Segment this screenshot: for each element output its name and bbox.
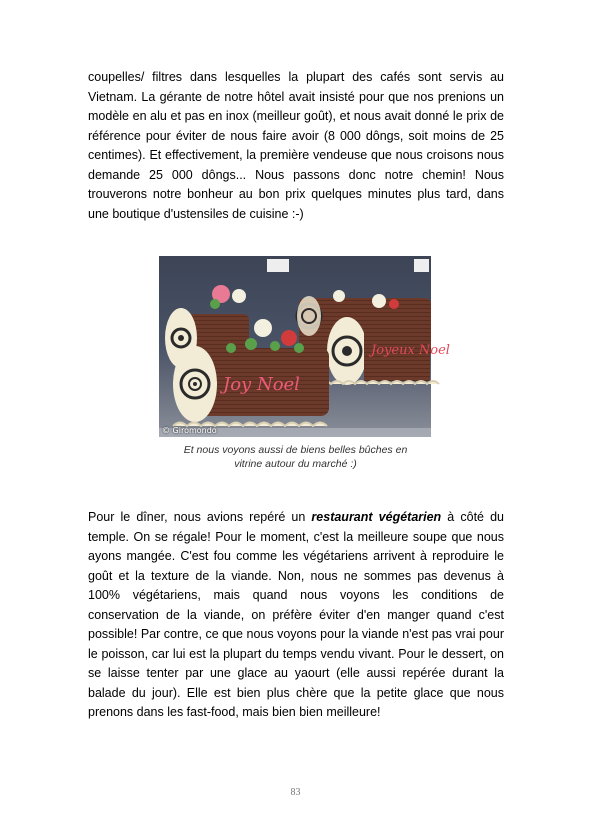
cake-lettering-back: Joyeux Noel xyxy=(371,343,450,358)
figure-caption xyxy=(150,443,441,471)
photo-watermark: © Giromondo xyxy=(162,426,217,435)
caption-line-1: Et nous voyons aussi de biens belles bûches en xyxy=(183,444,408,456)
paragraph-market xyxy=(88,68,504,224)
restaurant-emphasis: restaurant végétarien xyxy=(311,510,442,524)
photo-illustration xyxy=(159,256,450,437)
paragraph-dinner xyxy=(88,508,504,723)
paragraph-dinner-text-start: Pour le dîner, nous avions repéré un xyxy=(88,510,312,524)
photo-yule-logs xyxy=(159,256,450,437)
cake-lettering-front: Joy Noel xyxy=(223,374,300,395)
paragraph-dinner-text-end: à côté du temple. On se régale! Pour le moment, c'est la meilleure soupe que nous ayons mangée. C'est fou comme les végétariens arrivent à reproduire le goût et la texture de la viande. Non, nous ne sommes pas devenus à 100% végétariens, mais quand nous voyons les conditions de conservation de la viande, on préfère éviter d'en manger quand c'est possible! Par contre, ce que nous voyons pour la viande n'est pas vrai pour le poisson, car lui est la plupart du temps vendu vivant. Pour le dessert, on se laisse tenter par une glace au yaourt (elle aussi repérée durant la balade du jour). Elle est bien plus chère que la petite glace que nous prenons dans les fast-food, mais bien bien meilleure! xyxy=(88,510,505,719)
caption-line-2: vitrine autour du marché :) xyxy=(234,458,357,470)
paragraph-market-text: coupelles/ filtres dans lesquelles la plupart des cafés sont servis au Vietnam. La gérante de notre hôtel avait insisté pour que nos prenions un modèle en alu et pas en inox (meilleur goût), et nous avait donné le prix de référence pour éviter de nous faire avoir (8 000 dôngs, soit moins de 25 centimes). Et effectivement, la première vendeuse que nous croisons nous demande 25 000 dôngs... Nous passons donc notre chemin! Nous trouverons notre bonheur au bon prix quelques minutes plus tard, dans une boutique d'ustensiles de cuisine :-) xyxy=(88,70,504,221)
page-number: 83 xyxy=(290,787,301,798)
